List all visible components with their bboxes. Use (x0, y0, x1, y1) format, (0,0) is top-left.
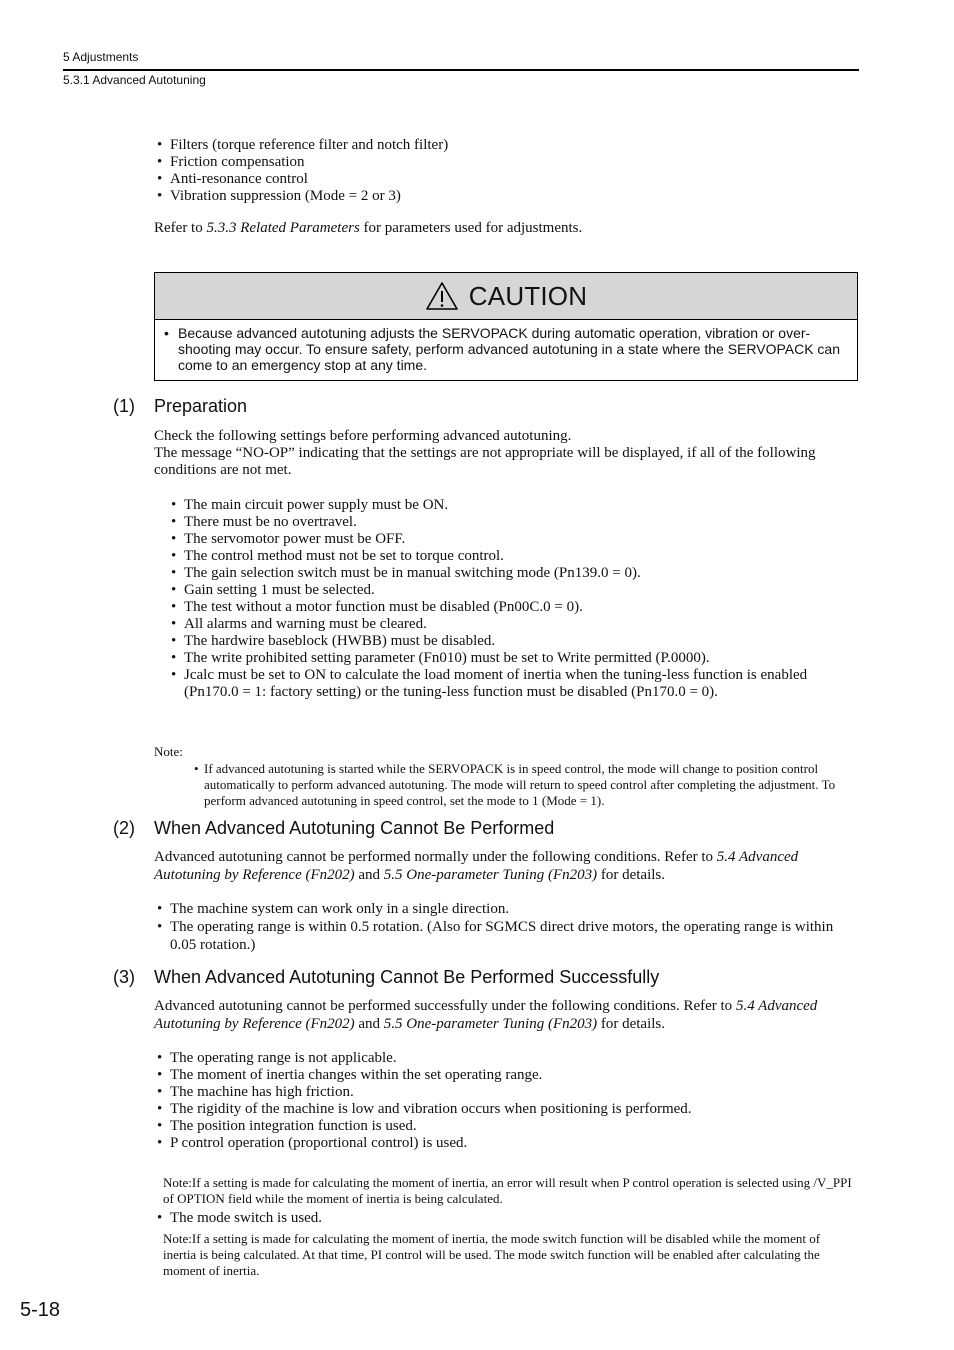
list-item: • There must be no overtravel. (171, 514, 855, 531)
section-2-bullet-list (157, 901, 847, 954)
caution-header (155, 273, 857, 320)
ref-link-fn202[interactable]: 5.4 Advanced Autotuning by Reference (Fn202) (154, 998, 818, 1032)
list-item: • The operating range is within 0.5 rotation. (Also for SGMCS direct drive motors, the operating range is within 0.05 rotation.) (157, 918, 847, 954)
section-1-bullet-list (171, 497, 855, 701)
page-number: 5-18 (20, 1299, 61, 1321)
section-1-note: • If advanced autotuning is started while the SERVOPACK is in speed control, the mode will change to position control automatically to perform advanced autotuning. The mode will return to speed control after completing the adjustment. To perform advanced autotuning in speed control, set the mode to 1 (Mode = 1). (194, 761, 858, 809)
list-item: • The rigidity of the machine is low and vibration occurs when positioning is performed. (157, 1101, 847, 1118)
ref-link-fn203[interactable]: 5.5 One-parameter Tuning (Fn203) (383, 867, 598, 883)
list-item: • The hardwire baseblock (HWBB) must be disabled. (171, 633, 855, 650)
section-1-intro: Check the following settings before performing advanced autotuning. The message “NO-OP” indicating that the settings are not appropriate will be displayed, if all of the following conditions are not met. (154, 428, 816, 478)
ref-link-fn203[interactable]: 5.5 One-parameter Tuning (Fn203) (383, 1016, 598, 1032)
list-item: • The servomotor power must be OFF. (171, 531, 855, 548)
list-item: • Vibration suppression (Mode = 2 or 3) (157, 188, 847, 205)
list-item: • All alarms and warning must be cleared. (171, 616, 855, 633)
section-3-intro: Advanced autotuning cannot be performed successfully under the following conditions. Refer to 5.4 Advanced Autotuning by Reference (Fn202) and 5.5 One-parameter Tuning (Fn203) for details. (154, 998, 818, 1032)
list-item: • The control method must not be set to torque control. (171, 548, 855, 565)
section-2-intro: Advanced autotuning cannot be performed normally under the following conditions. Refer to 5.4 Advanced Autotuning by Reference (Fn202) and 5.5 One-parameter Tuning (Fn203) for details. (154, 849, 799, 883)
section-1-note-label: Note: (154, 744, 183, 759)
list-item: • Friction compensation (157, 154, 847, 171)
list-item: • The main circuit power supply must be ON. (171, 497, 855, 514)
section-2-heading: (2) When Advanced Autotuning Cannot Be Performed (113, 818, 555, 838)
list-item: • Anti-resonance control (157, 171, 847, 188)
list-item: • The write prohibited setting parameter (Fn010) must be set to Write permitted (P.0000). (171, 650, 855, 667)
ref-link-fn202[interactable]: 5.4 Advanced Autotuning by Reference (Fn202) (154, 849, 799, 883)
section-3-bullet-list (157, 1050, 847, 1152)
section-3-note-2: Note:If a setting is made for calculating the moment of inertia, the mode switch function will be disabled while the moment of inertia is being calculated. At that time, PI control will be used. The mode switch function will be enabled after calculating the moment of inertia. (163, 1231, 821, 1278)
intro-refer-text: Refer to 5.3.3 Related Parameters for parameters used for adjustments. (154, 220, 583, 236)
list-item: • The mode switch is used. (157, 1210, 847, 1227)
list-item: • Filters (torque reference filter and notch filter) (157, 137, 847, 154)
section-3-last-bullet (157, 1210, 847, 1227)
section-header: 5.3.1 Advanced Autotuning (63, 73, 206, 87)
caution-title: CAUTION (468, 280, 588, 311)
list-item: • The operating range is not applicable. (157, 1050, 847, 1067)
intro-bullet-list (157, 137, 847, 205)
list-item: • The machine system can work only in a single direction. (157, 901, 847, 918)
chapter-header: 5 Adjustments (63, 50, 139, 64)
section-3-note-1: Note:If a setting is made for calculating the moment of inertia, an error will result when P control operation is selected using /V_PPI of OPTION field while the moment of inertia is being calculated. (163, 1175, 852, 1206)
refer-link[interactable]: 5.3.3 Related Parameters (206, 220, 360, 236)
list-item: • The test without a motor function must be disabled (Pn00C.0 = 0). (171, 599, 855, 616)
caution-box (154, 272, 858, 381)
list-item: • P control operation (proportional control) is used. (157, 1135, 847, 1152)
header-rule (63, 69, 859, 71)
list-item: • The gain selection switch must be in manual switching mode (Pn139.0 = 0). (171, 565, 855, 582)
warning-triangle-icon (425, 281, 459, 311)
caution-body: • Because advanced autotuning adjusts the SERVOPACK during automatic operation, vibration or over-shooting may occur. To ensure safety, perform advanced autotuning in a state where the SERVOPACK can come to an emergency stop at any time. (164, 325, 841, 373)
list-item: • The machine has high friction. (157, 1084, 847, 1101)
list-item: • Jcalc must be set to ON to calculate the load moment of inertia when the tuning-less function is enabled (Pn170.0 = 1: factory setting) or the tuning-less function must be disabled (Pn170.0 = 0). (171, 667, 855, 701)
list-item: • The moment of inertia changes within the set operating range. (157, 1067, 847, 1084)
list-item: • Gain setting 1 must be selected. (171, 582, 855, 599)
section-1-heading: (1) Preparation (113, 396, 248, 416)
section-3-heading: (3) When Advanced Autotuning Cannot Be Performed Successfully (113, 967, 660, 987)
list-item: • The position integration function is used. (157, 1118, 847, 1135)
